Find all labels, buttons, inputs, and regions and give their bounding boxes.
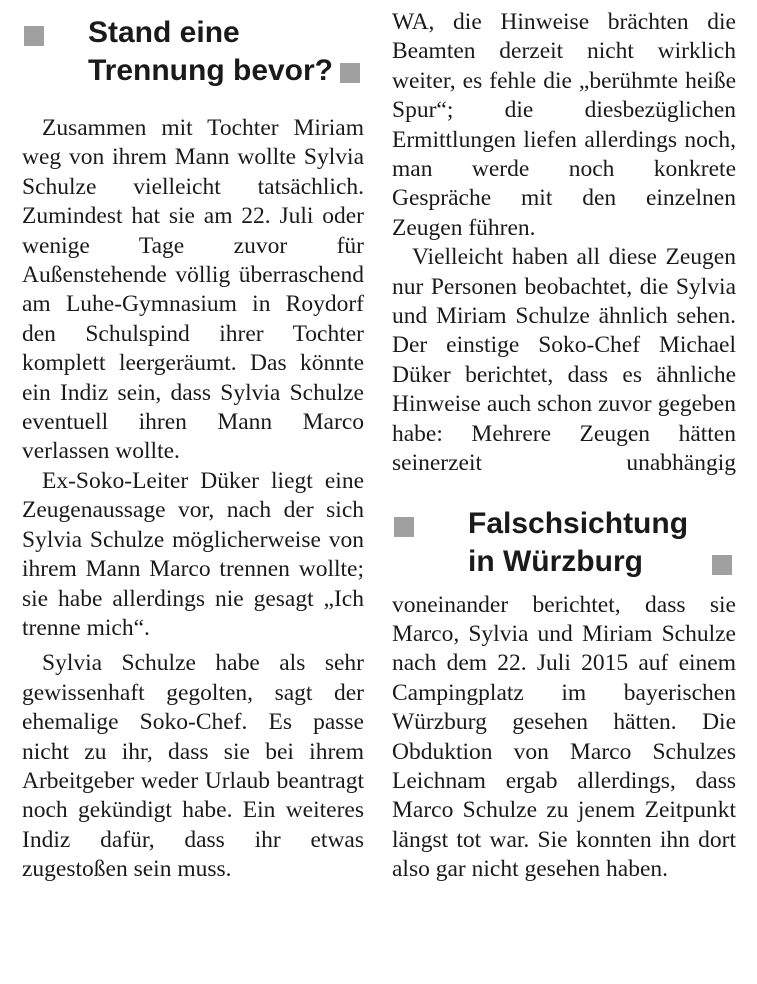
square-marker-icon: [394, 517, 414, 537]
left-paragraph-3: Sylvia Schulze habe als sehr gewissenhaft gegolten, sagt der ehemalige Soko-Chef. Es passe nicht zu ihr, dass sie bei ihrem Arbeitgeber weder Urlaub beantragt noch gekündigt habe. Ein weiteres Indiz dafür, dass ihr etwas zugestoßen sein muss.: [22, 650, 364, 883]
heading-falschsichtung: [392, 479, 736, 591]
right-column: [392, 0, 736, 885]
square-marker-icon: [340, 63, 360, 83]
square-marker-icon: [24, 26, 44, 46]
heading-stand-eine-trennung: [22, 0, 364, 96]
left-paragraph-2: Ex-Soko-Leiter Düker liegt eine Zeugenaussage vor, nach der sich Sylvia Schulze möglicherweise von ihrem Mann Marco trennen wollte; sie habe allerdings nie gesagt „Ich trenne mich“.: [22, 467, 364, 641]
left-paragraph-1: Zusammen mit Tochter Miriam weg von ihrem Mann wollte Sylvia Schulze vielleicht tatsächlich. Zumindest hat sie am 22. Juli oder wenige Tage zuvor für Außenstehende völlig überraschend am Luhe-Gymnasium in Roydorf den Schulspind ihrer Tochter komplett leergeräumt. Das könnte ein Indiz sein, dass Sylvia Schulze eventuell ihren Mann Marco verlassen wollte.: [22, 115, 364, 465]
left-column: [22, 0, 364, 885]
heading1-line2: Trennung bevor?: [88, 54, 334, 87]
square-marker-icon: [712, 555, 732, 575]
heading1-line1: Stand eine: [88, 16, 240, 49]
heading2-line1: Falschsichtung: [468, 506, 689, 540]
right-paragraph-3: voneinander berichtet, dass sie Marco, Sylvia und Miriam Schulze nach dem 22. Juli 2015 auf einem Campingplatz im bayerischen Würzburg gesehen hätten. Die Obduktion von Marco Schulzes Leichnam ergab allerdings, dass Marco Schulze zu jenem Zeitpunkt längst tot war. Sie konnten ihn dort also gar nicht gesehen haben.: [392, 591, 736, 883]
right-paragraph-1: WA, die Hinweise brächten die Beamten derzeit nicht wirklich weiter, es fehle die „berühmte heiße Spur“; die diesbezüglichen Ermittlungen liefen allerdings noch, man werde noch konkrete Gespräche mit den einzelnen Zeugen führen.: [392, 9, 736, 241]
right-paragraph-2: Vielleicht haben all diese Zeugen nur Personen beobachtet, die Sylvia und Miriam Schulze ähnlich sehen. Der einstige Soko-Chef Michael Düker berichtet, dass es ähnliche Hinweise auch schon zuvor gegeben habe: Mehrere Zeugen hätten seinerzeit unabhängig: [392, 244, 736, 477]
heading2-line2: in Würzburg: [468, 544, 643, 578]
